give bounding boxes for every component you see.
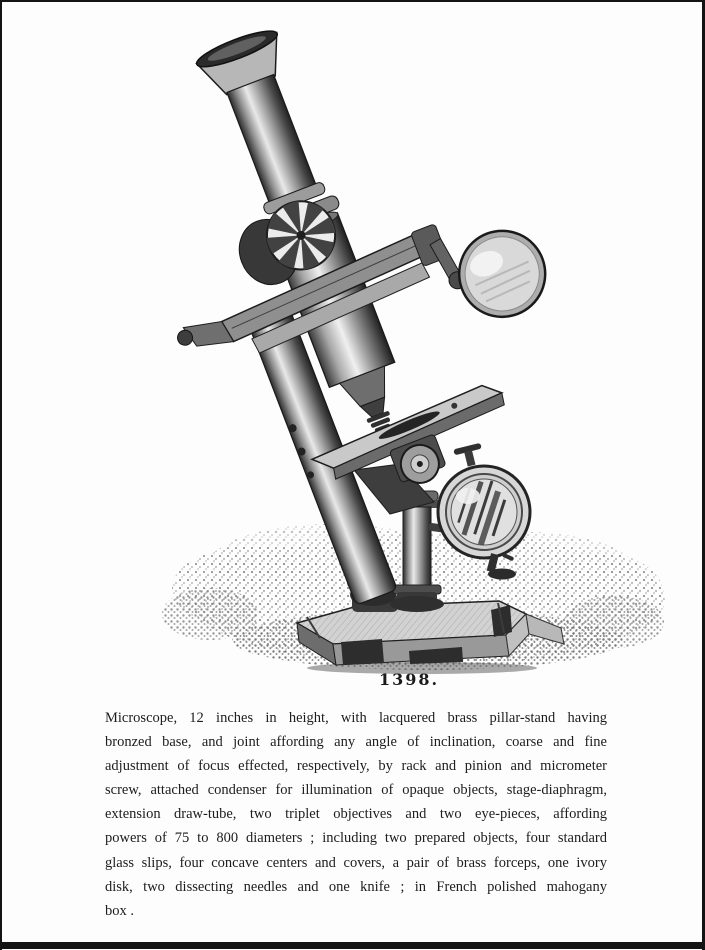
description-line: adjustment of focus effected, respectively, by rack and pinion and micrometer (105, 758, 607, 775)
condenser-arm (429, 207, 557, 334)
scan-edge-bar (2, 942, 702, 949)
description-line: disk, two dissecting needles and one knife ; in French polished mahogany (105, 878, 607, 895)
catalog-description (105, 706, 607, 923)
eyepiece (193, 25, 343, 237)
description-line: glass slips, four concave centers and covers, a pair of brass forceps, one ivory (105, 854, 607, 871)
description-line: bronzed base, and joint affording any angle of inclination, coarse and fine (105, 734, 607, 751)
description-line: extension draw-tube, two triplet objectives and two eye-pieces, affording (105, 806, 607, 823)
description-line: powers of 75 to 800 diameters ; including two prepared objects, four standard (105, 830, 607, 847)
description-line: screw, attached condenser for illumination of opaque objects, stage-diaphragm, (105, 782, 607, 799)
description-line: Microscope, 12 inches in height, with lacquered brass pillar-stand having (105, 710, 607, 726)
description-line: box . (105, 902, 134, 919)
figure-number: 1398. (378, 670, 440, 689)
microscope-illustration (2, 2, 705, 702)
